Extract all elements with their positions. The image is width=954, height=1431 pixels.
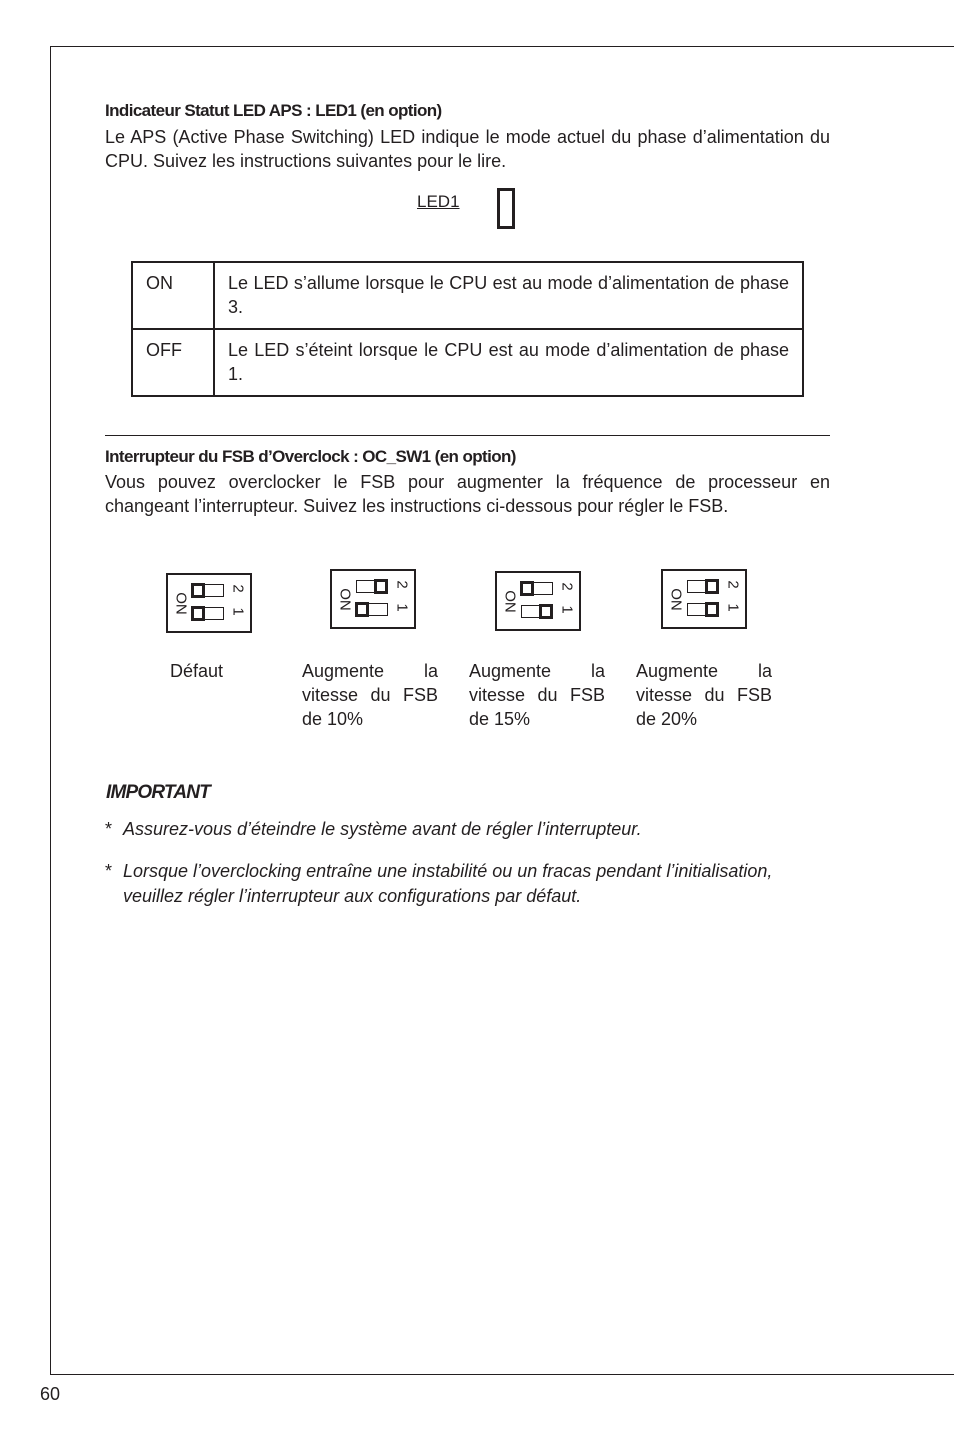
description-cell: Le LED s’éteint lorsque le CPU est au mode d’alimentation de phase 1. — [214, 329, 803, 396]
switch-pin-number: 2 — [558, 582, 576, 591]
note-text: Assurez-vous d’éteindre le système avant de régler l’interrupteur. — [123, 819, 642, 839]
fsb-section-paragraph: Vous pouvez overclocker le FSB pour augmenter la fréquence de processeur en changeant l’interrupteur. Suivez les instructions ci-dessous pour régler le FSB. — [105, 472, 830, 516]
switch-on-label: ON — [336, 588, 354, 611]
switch-knob — [191, 606, 205, 621]
switch-caption: Augmente la vitesse du FSB de 10% — [302, 661, 438, 729]
switch-knob — [191, 583, 205, 598]
table-row — [132, 329, 803, 396]
switch-on-label: ON — [172, 592, 190, 615]
important-title: IMPORTANT — [106, 782, 210, 803]
led-state-table — [131, 261, 804, 397]
dip-switch-diagram — [330, 569, 416, 629]
switch-slot — [521, 605, 553, 618]
page-frame-left — [50, 46, 51, 1375]
led1-label: LED1 — [417, 192, 460, 211]
switch-slot — [687, 603, 719, 616]
switch-pin-number: 1 — [229, 607, 247, 616]
switch-pin-number: 1 — [558, 605, 576, 614]
note-text: Lorsque l’overclocking entraîne une instabilité ou un fracas pendant l’initialisation, veuillez régler l’interrupteur aux configurations par défaut. — [123, 861, 773, 906]
switch-pin-number: 2 — [724, 580, 742, 589]
led1-icon — [497, 188, 515, 229]
switch-knob — [374, 579, 388, 594]
state-cell: OFF — [132, 329, 214, 396]
switch-knob — [539, 604, 553, 619]
state-cell: ON — [132, 262, 214, 329]
section-divider — [105, 435, 830, 436]
switch-slot — [192, 584, 224, 597]
switch-slot — [192, 607, 224, 620]
switch-pin-number: 1 — [393, 603, 411, 612]
dip-switch-diagram — [166, 573, 252, 633]
led-section-heading: Indicateur Statut LED APS : LED1 (en option) — [105, 101, 442, 120]
switch-caption: Augmente la vitesse du FSB de 20% — [636, 661, 772, 729]
fsb-section-heading: Interrupteur du FSB d’Overclock : OC_SW1 (en option) — [105, 447, 516, 466]
table-row — [132, 262, 803, 329]
switch-on-label: ON — [667, 588, 685, 611]
switch-slot — [521, 582, 553, 595]
dip-switch-diagram — [495, 571, 581, 631]
note-bullet: * — [105, 861, 113, 881]
switch-pin-number: 2 — [229, 584, 247, 593]
led-section-paragraph: Le APS (Active Phase Switching) LED indique le mode actuel du phase d’alimentation du CPU. Suivez les instructions suivantes pour le lire. — [105, 127, 830, 171]
important-note — [105, 859, 835, 909]
description-cell: Le LED s’allume lorsque le CPU est au mode d’alimentation de phase 3. — [214, 262, 803, 329]
switch-slot — [687, 580, 719, 593]
switch-pin-number: 2 — [393, 580, 411, 589]
page-frame-bottom — [50, 1374, 954, 1375]
switch-knob — [355, 602, 369, 617]
switch-caption: Augmente la vitesse du FSB de 15% — [469, 661, 605, 729]
switch-caption: Défaut — [170, 661, 224, 681]
switch-pin-number: 1 — [724, 603, 742, 612]
switch-slot — [356, 580, 388, 593]
note-bullet: * — [105, 819, 113, 839]
dip-switch-diagram — [661, 569, 747, 629]
important-note — [105, 817, 835, 842]
switch-on-label: ON — [501, 590, 519, 613]
page-number: 60 — [40, 1384, 61, 1404]
switch-knob — [705, 579, 719, 594]
switch-knob — [520, 581, 534, 596]
switch-slot — [356, 603, 388, 616]
switch-knob — [705, 602, 719, 617]
page-frame-top — [50, 46, 954, 47]
